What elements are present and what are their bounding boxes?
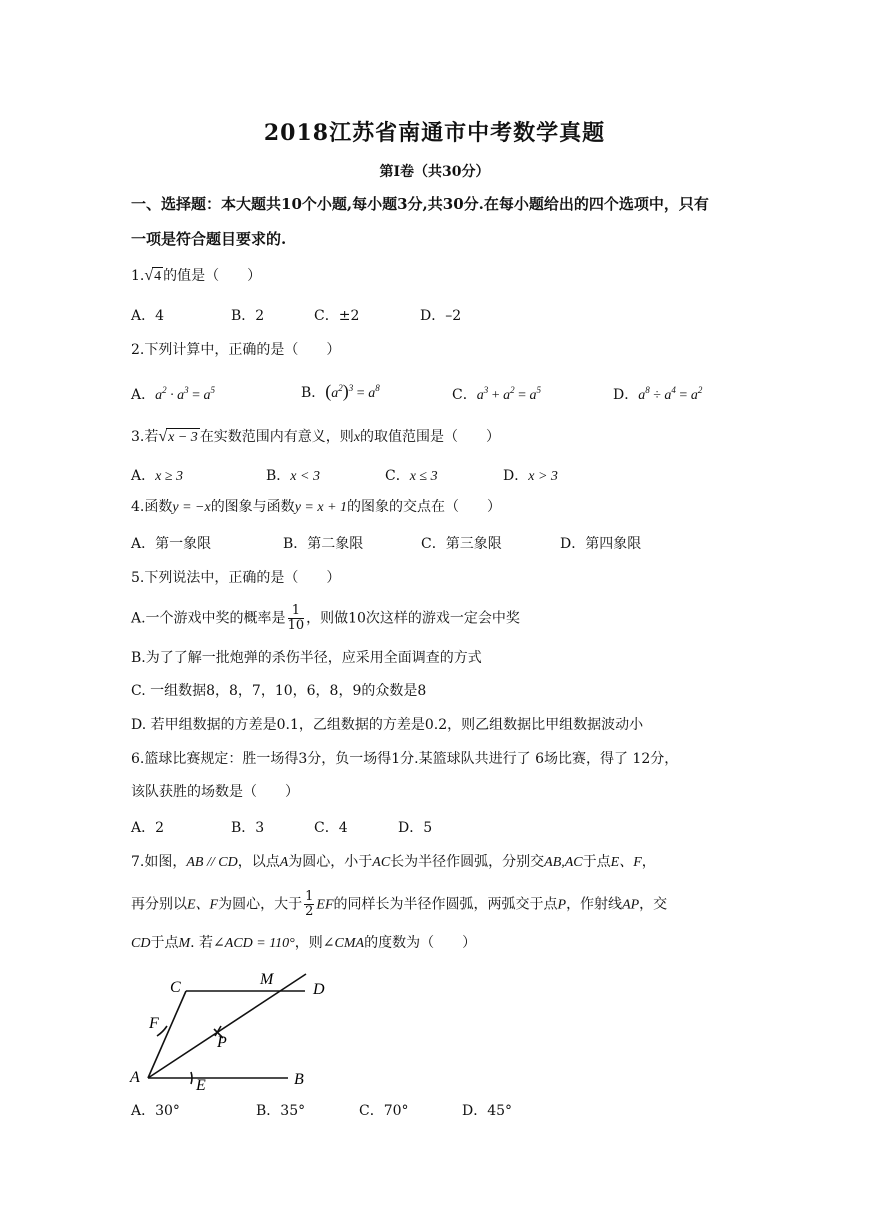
question-6-option-d: D．5: [398, 820, 433, 836]
question-3-option-d: D．x > 3: [503, 468, 558, 484]
question-5-option-b: B.为了了解一批炮弹的杀伤半径，应采用全面调查的方式: [131, 650, 482, 666]
page-subtitle: 第Ⅰ卷（共30分）: [379, 164, 490, 180]
figure-label-p: P: [217, 1034, 227, 1051]
question-4-option-a: A．第一象限: [131, 536, 212, 552]
question-1-radicand: 4: [154, 269, 162, 284]
question-7-line3: CD于点M. 若∠ACD = 110°，则∠CMA的度数为（ ）: [131, 935, 477, 951]
question-3-radicand: x − 3: [168, 430, 198, 445]
figure-label-c: C: [170, 979, 181, 996]
question-1-option-c: C．±2: [314, 308, 360, 324]
question-5-option-c: C. 一组数据8，8，7，10，6，8，9的众数是8: [131, 683, 427, 699]
section-instructions-line2: 一项是符合题目要求的.: [131, 230, 287, 248]
question-4-option-d: D．第四象限: [560, 536, 642, 552]
question-3-option-b: B．x < 3: [266, 468, 320, 484]
question-5-option-a: A.一个游戏中奖的概率是 $\frac{1}{10}$ ，则做10次这样的游戏一定会中奖: [131, 603, 520, 633]
page-title: 2018江苏省南通市中考数学真题: [263, 120, 606, 146]
figure-label-d: D: [313, 981, 325, 998]
question-1-option-a: A．4: [131, 308, 165, 324]
question-2-stem: 2.下列计算中，正确的是（ ）: [131, 342, 341, 358]
question-7-line1: 7.如图，AB // CD，以点A为圆心，小于AC长为半径作圆弧，分别交AB,AC于点E、F，: [131, 854, 656, 870]
question-2-option-d: D．$a^8 \div a^4 = a^2$: [613, 385, 703, 403]
question-3-option-a: A．x ≥ 3: [131, 468, 184, 484]
question-2-option-b: B．$(a^2)^3 = a^8$: [301, 381, 380, 401]
question-1-option-b: B．2: [231, 308, 265, 324]
question-4-stem: 4.函数y = −x的图象与函数y = x + 1的图象的交点在（ ）: [131, 499, 502, 515]
question-6-line2: 该队获胜的场数是（ ）: [131, 784, 299, 800]
question-5-option-d: D. 若甲组数据的方差是0.1，乙组数据的方差是0.2，则乙组数据比甲组数据波动小: [131, 717, 644, 733]
question-7-line2: 再分别以E、F为圆心，大于 $\frac{1}{2}$ EF的同样长为半径作圆弧，两弧交于点P，作射线AP，交: [131, 889, 668, 919]
question-3-option-c: C．x ≤ 3: [385, 468, 438, 484]
figure-label-f: F: [149, 1015, 159, 1032]
question-5-stem: 5.下列说法中，正确的是（ ）: [131, 570, 341, 586]
question-7-option-c: C．70°: [359, 1103, 409, 1119]
question-1-text: 的值是（ ）: [163, 268, 262, 284]
section-instructions-line1: 一、选择题：本大题共10个小题,每小题3分,共30分.在每小题给出的四个选项中，只有: [131, 195, 709, 213]
question-7-option-d: D．45°: [462, 1103, 513, 1119]
question-3-stem: 3.若√x − 3 在实数范围内有意义，则x的取值范围是（ ）: [131, 428, 501, 445]
question-6-option-a: A．2: [131, 820, 165, 836]
question-7-option-a: A．30°: [131, 1103, 180, 1119]
question-1-stem: 1.√4 的值是（ ）: [131, 267, 262, 284]
question-2-option-c: C．$a^3 + a^2 = a^5$: [452, 385, 542, 403]
question-1-option-d: D．–2: [420, 308, 462, 324]
question-7-option-b: B．35°: [256, 1103, 306, 1119]
question-6-option-b: B．3: [231, 820, 265, 836]
question-6-line1: 6.篮球比赛规定：胜一场得3分，负一场得1分.某篮球队共进行了 6场比赛，得了 12分，: [131, 751, 679, 767]
question-1-number: 1.: [131, 268, 145, 284]
figure-label-m: M: [260, 971, 274, 988]
figure-label-b: B: [294, 1071, 304, 1088]
question-6-option-c: C．4: [314, 820, 348, 836]
question-7-figure: [120, 960, 360, 1095]
question-4-option-c: C．第三象限: [421, 536, 502, 552]
question-2-option-a: A．$a^2 \cdot a^3 = a^5$: [131, 385, 216, 403]
figure-label-e: E: [196, 1077, 206, 1094]
question-4-option-b: B．第二象限: [283, 536, 364, 552]
figure-label-a: A: [130, 1069, 140, 1086]
